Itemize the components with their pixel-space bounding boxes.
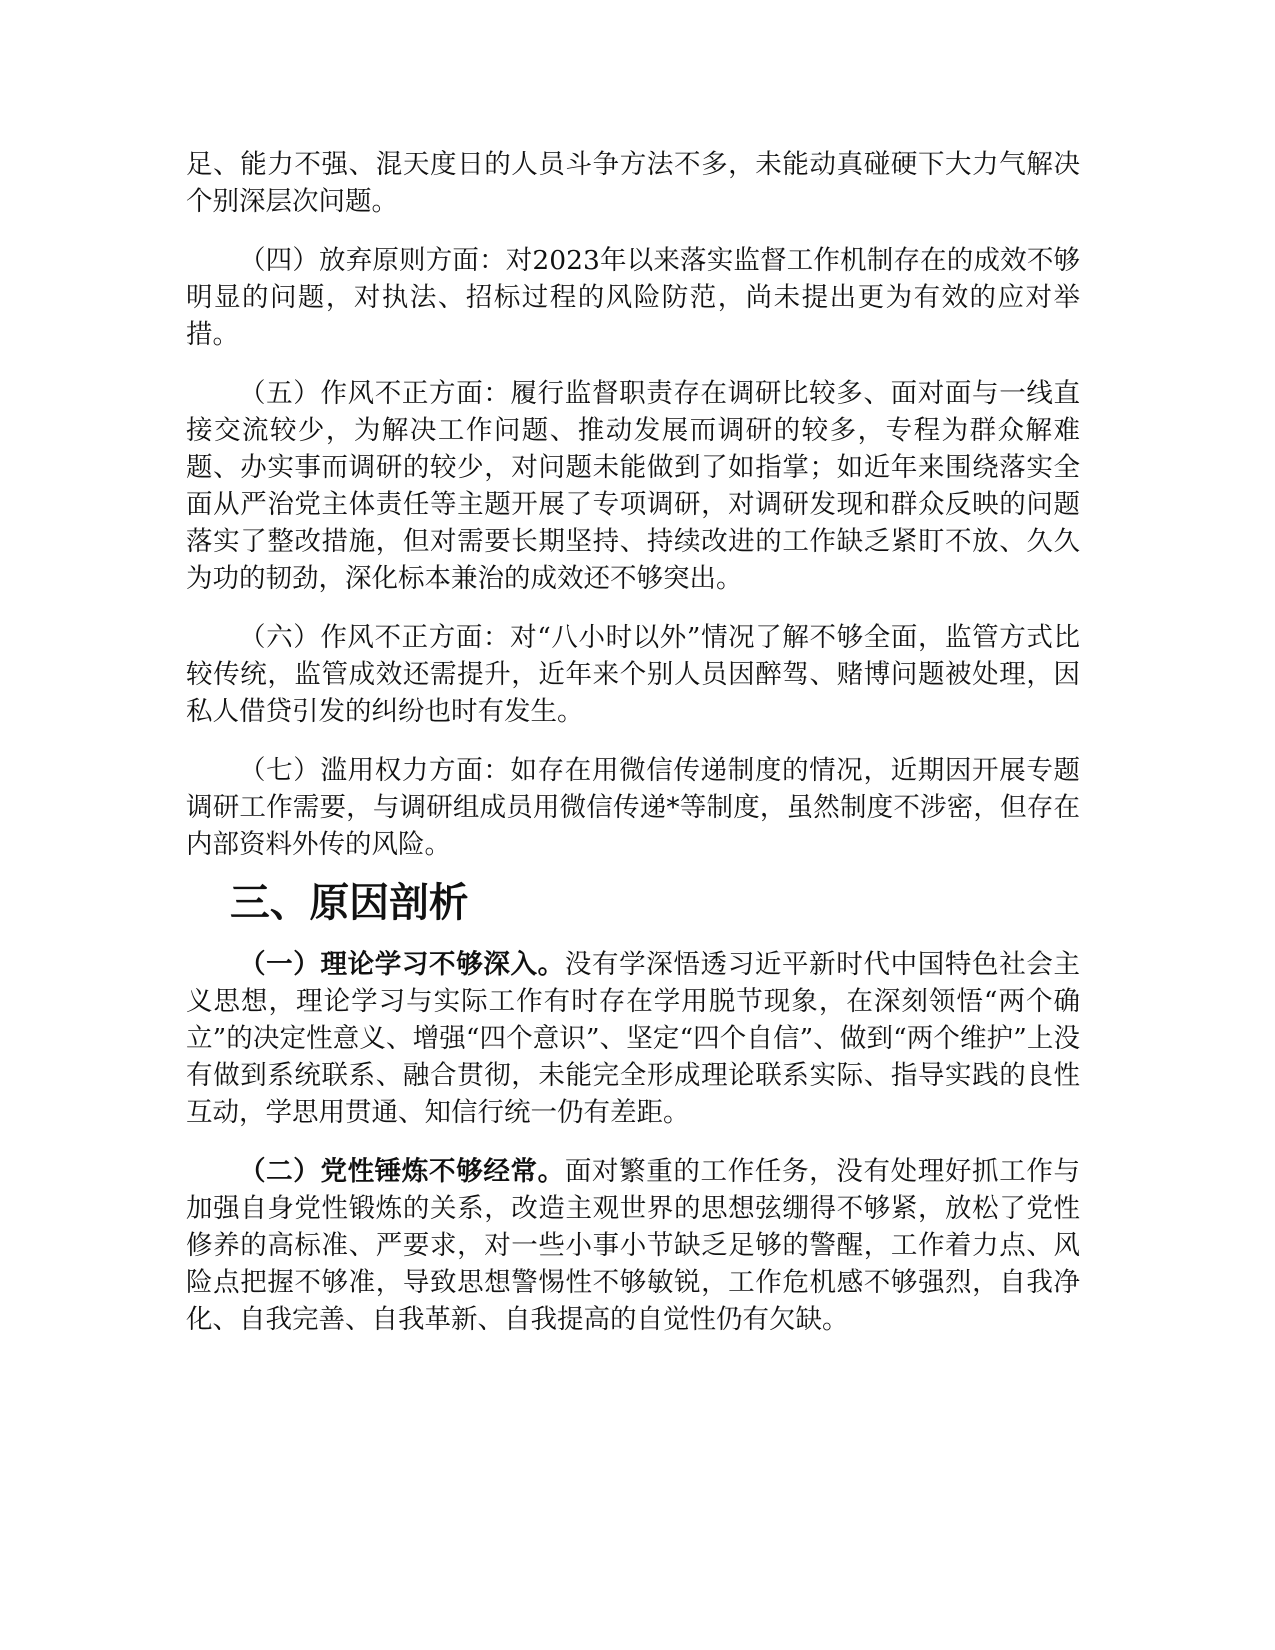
analysis-lead-party: （二）党性锤炼不够经常。 (239, 1156, 565, 1187)
paragraph-style-research: （五）作风不正方面：履行监督职责存在调研比较多、面对面与一线直接交流较少，为解决工作问题、推动发展而调研的较多，专程为群众解难题、办实事而调研的较少，对问题未能做到了如指掌；如近年来围绕落实全面从严治党主体责任等主题开展了专项调研，对调研发现和群众反映的问题落实了整改措施，但对需要长期坚持、持续改进的工作缺乏紧盯不放、久久为功的韧劲，深化标本兼治的成效还不够突出。 (186, 378, 1080, 594)
paragraph-abuse-power: （七）滥用权力方面：如存在用微信传递制度的情况，近期因开展专题调研工作需要，与调研组成员用微信传递*等制度，虽然制度不涉密，但存在内部资料外传的风险。 (186, 755, 1080, 860)
analysis-lead-theory: （一）理论学习不够深入。 (239, 949, 565, 980)
document-page (186, 146, 1080, 1360)
analysis-paragraph-party (186, 1153, 1080, 1338)
analysis-paragraph-theory (186, 946, 1080, 1131)
paragraph-principle: （四）放弃原则方面：对2023年以来落实监督工作机制存在的成效不够明显的问题，对执法、招标过程的风险防范，尚未提出更为有效的应对举措。 (186, 245, 1080, 350)
paragraph-continuation: 足、能力不强、混天度日的人员斗争方法不多，未能动真碰硬下大力气解决个别深层次问题。 (186, 149, 1080, 217)
analysis-text-theory: 没有学深悟透习近平新时代中国特色社会主义思想，理论学习与实际工作有时存在学用脱节现象，在深刻领悟“两个确立”的决定性意义、增强“四个意识”、坚定“四个自信”、做到“两个维护”上没有做到系统联系、融合贯彻，未能完全形成理论联系实际、指导实践的良性互动，学思用贯通、知信行统一仍有差距。 (186, 949, 1081, 1128)
paragraph-style-supervision: （六）作风不正方面：对“八小时以外”情况了解不够全面，监管方式比较传统，监管成效还需提升，近年来个别人员因醉驾、赌博问题被处理，因私人借贷引发的纠纷也时有发生。 (186, 622, 1080, 727)
analysis-text-party: 面对繁重的工作任务，没有处理好抓工作与加强自身党性锻炼的关系，改造主观世界的思想弦绷得不够紧，放松了党性修养的高标准、严要求，对一些小事小节缺乏足够的警醒，工作着力点、风险点把握不够准，导致思想警惕性不够敏锐，工作危机感不够强烈，自我净化、自我完善、自我革新、自我提高的自觉性仍有欠缺。 (186, 1156, 1081, 1335)
section-heading: 三、原因剖析 (230, 880, 469, 926)
